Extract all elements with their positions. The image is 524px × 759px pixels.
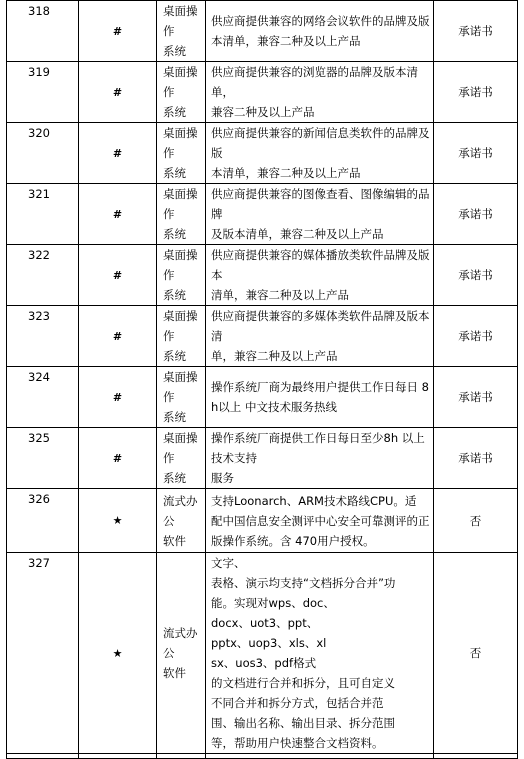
row-number: 326 xyxy=(7,489,79,553)
response-cell: 承诺书 xyxy=(434,306,518,367)
hash-mark: # xyxy=(112,329,123,343)
description-cell: 供应商提供兼容的浏览器的品牌及版本清单， 兼容二种及以上产品 xyxy=(206,62,434,123)
row-number: 320 xyxy=(7,123,79,184)
requirement-mark xyxy=(79,428,157,489)
category-cell: 桌面操作 系统 xyxy=(157,123,206,184)
requirement-mark xyxy=(79,367,157,428)
hash-mark: # xyxy=(112,451,123,465)
requirement-mark xyxy=(79,62,157,123)
table-row xyxy=(7,184,518,245)
description-cell: 文字、 表格、演示均支持“文档拆分合并”功 能。实现对wps、doc、 docx、uot3、ppt、 pptx、uop3、xls、xl sx、uos3、pdf格式 的文档进行合并和拆分，且可自定义 不同合并和拆分方式，包括合并范 围、输出名称、输出目录、拆分范围 等，帮助用户快速整合文档资料。 xyxy=(206,553,434,754)
response-cell: 承诺书 xyxy=(434,123,518,184)
description-cell: 支持Loonarch、ARM技术路线CPU。适 配中国信息安全测评中心安全可靠测评的正 版操作系统。含 470用户授权。 xyxy=(206,489,434,553)
table-row xyxy=(7,62,518,123)
table-row xyxy=(7,245,518,306)
category-cell: 桌面操作 系统 xyxy=(157,367,206,428)
empty-cell xyxy=(206,754,434,759)
response-cell: 否 xyxy=(434,489,518,553)
category-cell: 流式办公 软件 xyxy=(157,489,206,553)
star-mark: ★ xyxy=(112,646,123,660)
category-cell: 桌面操作 系统 xyxy=(157,306,206,367)
hash-mark: # xyxy=(112,268,123,282)
hash-mark: # xyxy=(112,24,123,38)
requirement-mark xyxy=(79,184,157,245)
table-row xyxy=(7,553,518,754)
empty-cell xyxy=(7,754,79,759)
star-mark: ★ xyxy=(112,514,123,527)
table-row xyxy=(7,428,518,489)
response-cell: 承诺书 xyxy=(434,62,518,123)
row-number: 323 xyxy=(7,306,79,367)
response-cell: 承诺书 xyxy=(434,428,518,489)
empty-cell xyxy=(434,754,518,759)
description-cell: 供应商提供兼容的图像查看、图像编辑的品牌 及版本清单，兼容二种及以上产品 xyxy=(206,184,434,245)
category-cell: 桌面操作 系统 xyxy=(157,1,206,62)
response-cell: 承诺书 xyxy=(434,184,518,245)
requirement-mark xyxy=(79,123,157,184)
hash-mark: # xyxy=(112,85,123,99)
row-number: 318 xyxy=(7,1,79,62)
description-cell: 供应商提供兼容的媒体播放类软件品牌及版本 清单，兼容二种及以上产品 xyxy=(206,245,434,306)
description-cell: 供应商提供兼容的新闻信息类软件的品牌及版 本清单，兼容二种及以上产品 xyxy=(206,123,434,184)
description-cell: 供应商提供兼容的多媒体类软件品牌及版本清 单，兼容二种及以上产品 xyxy=(206,306,434,367)
response-cell: 承诺书 xyxy=(434,245,518,306)
requirements-table xyxy=(6,0,518,759)
row-number: 324 xyxy=(7,367,79,428)
requirement-mark xyxy=(79,245,157,306)
description-cell: 操作系统厂商为最终用户提供工作日每日 8 h以上 中文技术服务热线 xyxy=(206,367,434,428)
hash-mark: # xyxy=(112,207,123,221)
table-row xyxy=(7,306,518,367)
category-cell: 桌面操作 系统 xyxy=(157,245,206,306)
row-number: 322 xyxy=(7,245,79,306)
table-row xyxy=(7,489,518,553)
row-number: 327 xyxy=(7,553,79,754)
hash-mark: # xyxy=(112,146,123,160)
requirement-mark xyxy=(79,1,157,62)
category-cell: 流式办公 软件 xyxy=(157,553,206,754)
category-cell: 桌面操作 系统 xyxy=(157,184,206,245)
empty-cell xyxy=(79,754,157,759)
row-number: 325 xyxy=(7,428,79,489)
category-cell: 桌面操作 系统 xyxy=(157,428,206,489)
requirement-mark xyxy=(79,553,157,754)
row-number: 321 xyxy=(7,184,79,245)
response-cell: 承诺书 xyxy=(434,1,518,62)
hash-mark: # xyxy=(112,390,123,404)
row-number: 319 xyxy=(7,62,79,123)
response-cell: 承诺书 xyxy=(434,367,518,428)
category-cell: 桌面操作 系统 xyxy=(157,62,206,123)
response-cell: 否 xyxy=(434,553,518,754)
table-row xyxy=(7,123,518,184)
requirement-mark xyxy=(79,489,157,553)
empty-cell xyxy=(157,754,206,759)
requirement-mark xyxy=(79,306,157,367)
description-cell: 供应商提供兼容的网络会议软件的品牌及版 本清单，兼容二种及以上产品 xyxy=(206,1,434,62)
table-row xyxy=(7,367,518,428)
table-row xyxy=(7,1,518,62)
table-row-partial xyxy=(7,754,518,759)
description-cell: 操作系统厂商提供工作日每日至少8h 以上技术支持 服务 xyxy=(206,428,434,489)
